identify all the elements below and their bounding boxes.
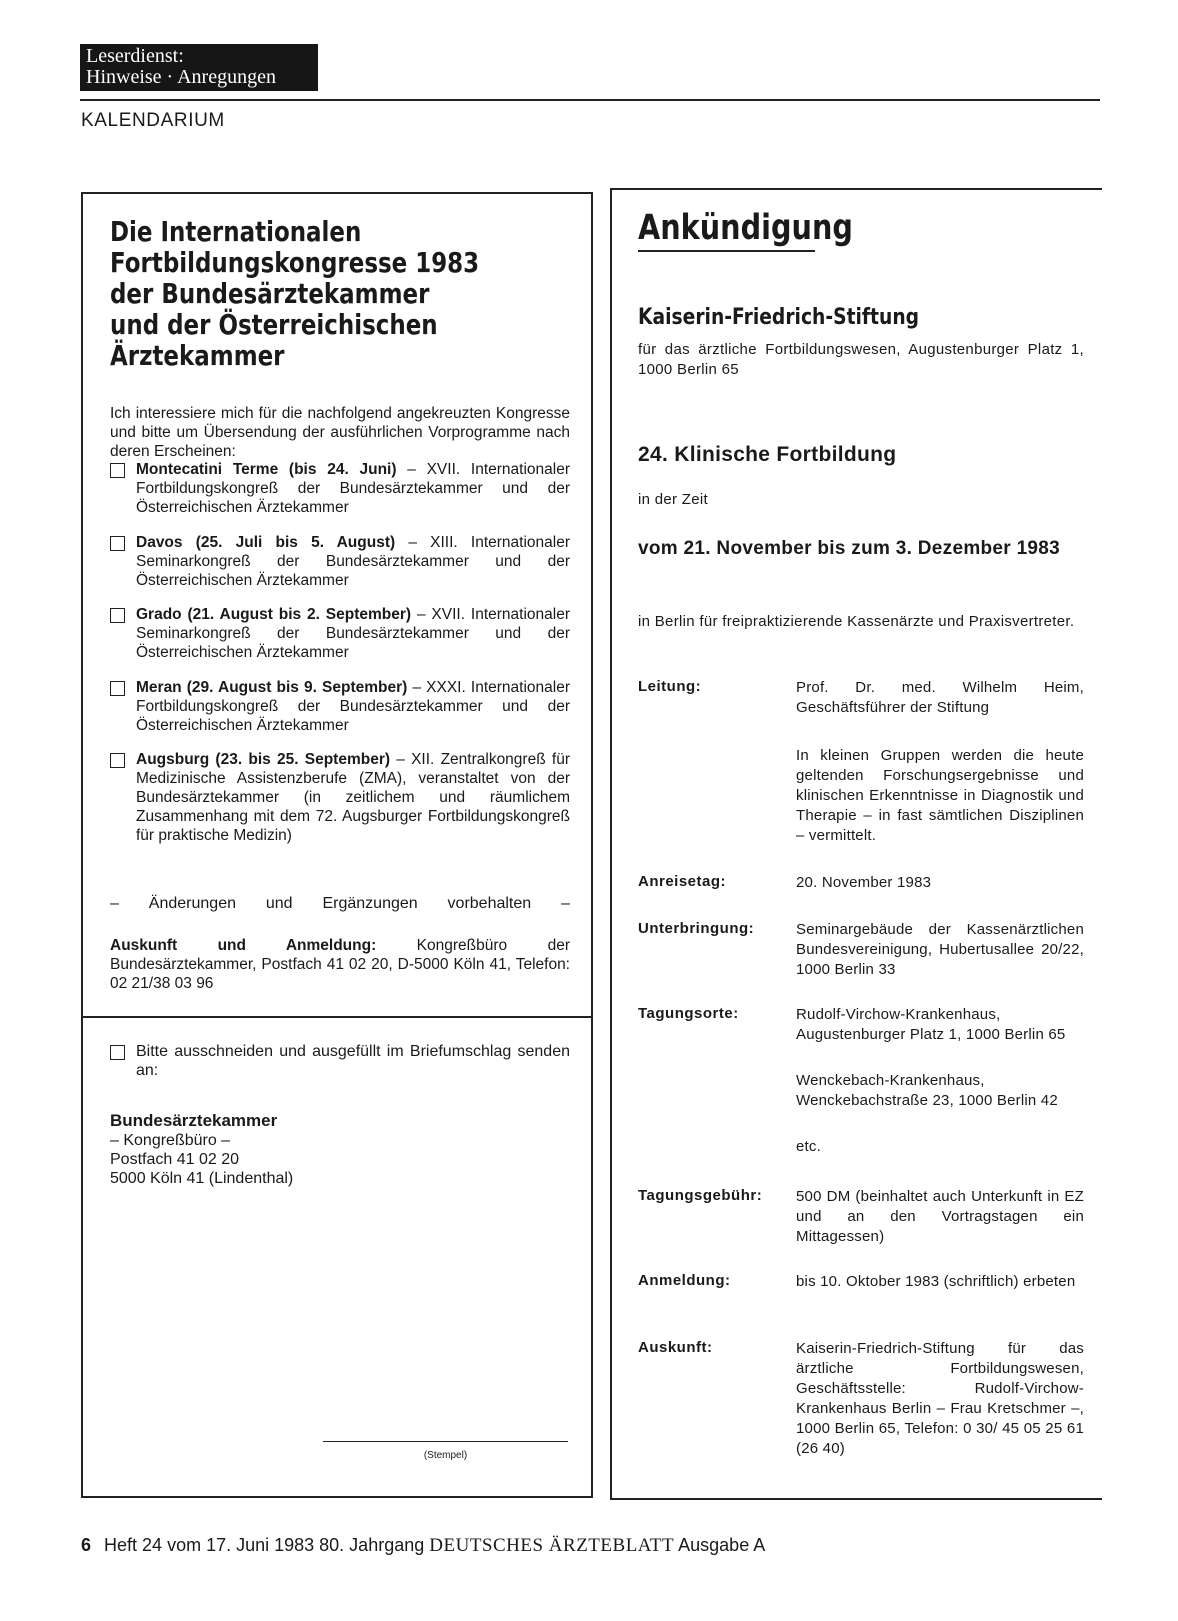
stamp-label: (Stempel) (423, 1450, 468, 1461)
top-rule (80, 99, 1100, 101)
form-title (110, 216, 487, 371)
title-line: und der Österreichischen (110, 308, 438, 341)
congress-item (110, 678, 570, 735)
title-line: Fortbildungskongresse 1983 (110, 246, 480, 279)
congress-checkbox[interactable] (110, 681, 125, 696)
page-footer (81, 1535, 765, 1557)
changes-word: und (265, 895, 293, 912)
congress-name: Augsburg (23. bis 25. September) (136, 751, 391, 768)
congress-checkbox[interactable] (110, 463, 125, 478)
congress-desc: – XVII. Internationaler Seminarkongreß der Bundesärztekammer und der Österreichischen Ärztekammer (136, 606, 570, 661)
magazine-name: DEUTSCHES ÄRZTEBLATT (429, 1535, 675, 1556)
order-form-box (81, 192, 593, 1498)
send-text: Bitte ausschneiden und ausgefüllt im Briefumschlag senden an: (136, 1043, 570, 1079)
congress-checkbox[interactable] (110, 536, 125, 551)
congress-name: Meran (29. August bis 9. September) (136, 679, 408, 696)
row-label: Tagungsgebühr: (638, 1187, 763, 1204)
congress-item (110, 533, 570, 590)
send-checkbox[interactable] (110, 1045, 125, 1060)
contact-text: Kongreßbüro der Bundesärztekammer, Postfach 41 02 20, D-5000 Köln 41, Telefon: 02 21/38 03 96 (110, 937, 570, 992)
changes-note (110, 895, 570, 913)
changes-word: – (110, 895, 119, 912)
congress-item (110, 605, 570, 662)
announcement-underline (638, 250, 815, 252)
edition: Ausgabe A (678, 1535, 766, 1555)
row-label: Anreisetag: (638, 873, 727, 890)
event-title: 24. Klinische Fortbildung (638, 443, 897, 466)
row-value: In kleinen Gruppen werden die heute geltenden Forschungsergebnisse und klinischen Erkenntnisse in Diagnostik und Therapie – in fast sämtlichen Disziplinen – vermittelt. (796, 747, 1084, 844)
tag-line-1: Leserdienst: (86, 45, 184, 67)
changes-word: Änderungen (148, 895, 236, 912)
congress-item (110, 460, 570, 517)
row-value: Prof. Dr. med. Wilhelm Heim, Geschäftsführer der Stiftung (796, 679, 1084, 716)
period-label: in der Zeit (638, 491, 708, 508)
congress-name: Grado (21. August bis 2. September) (136, 606, 412, 623)
title-line: Ärztekammer (110, 339, 285, 372)
section-tag (80, 44, 318, 91)
foundation-desc: für das ärztliche Fortbildungswesen, Augustenburger Platz 1, 1000 Berlin 65 (638, 341, 1084, 378)
row-value: bis 10. Oktober 1983 (schriftlich) erbeten (796, 1273, 1076, 1290)
tag-line-2: Hinweise · Anregungen (86, 66, 276, 88)
address-org: Bundesärztekammer (110, 1111, 278, 1130)
form-intro: Ich interessiere mich für die nachfolgend angekreuzten Kongresse und bitte um Übersendung der ausführlichen Vorprogramme nach deren Erscheinen: (110, 405, 570, 460)
congress-item (110, 750, 570, 845)
congress-desc: – XVII. Internationaler Fortbildungskongreß der Bundesärztekammer und der Österreichischen Ärztekammer (136, 461, 570, 516)
send-instruction (110, 1042, 570, 1080)
congress-name: Montecatini Terme (bis 24. Juni) (136, 461, 397, 478)
row-label: Auskunft: (638, 1339, 713, 1356)
row-value: Wenckebach-Krankenhaus, Wenckebachstraße 23, 1000 Berlin 42 (796, 1072, 1058, 1109)
congress-checkbox[interactable] (110, 753, 125, 768)
address-line: – Kongreßbüro – (110, 1132, 231, 1149)
section-title: KALENDARIUM (81, 110, 225, 131)
title-line: der Bundesärztekammer (110, 277, 430, 310)
row-value: Seminargebäude der Kassenärztlichen Bundesvereinigung, Hubertusallee 20/22, 1000 Berlin 33 (796, 921, 1084, 978)
congress-desc: – XIII. Internationaler Seminarkongreß der Bundesärztekammer und der Österreichischen Ärztekammer (136, 534, 570, 589)
congress-name: Davos (25. Juli bis 5. August) (136, 534, 396, 551)
page-number: 6 (81, 1535, 92, 1555)
congress-checkbox[interactable] (110, 608, 125, 623)
address-line: 5000 Köln 41 (Lindenthal) (110, 1170, 294, 1187)
row-label: Anmeldung: (638, 1272, 731, 1289)
row-label: Tagungsorte: (638, 1005, 739, 1022)
row-value: 20. November 1983 (796, 874, 932, 891)
announcement-title: Ankündigung (638, 208, 853, 248)
changes-word: vorbehalten (447, 895, 532, 912)
changes-word: Ergänzungen (322, 895, 418, 912)
address-line: Postfach 41 02 20 (110, 1151, 239, 1168)
contact-info (110, 936, 570, 993)
row-value: Kaiserin-Friedrich-Stiftung für das ärztliche Fortbildungswesen, Geschäftsstelle: Rudolf-Virchow-Krankenhaus Berlin – Frau Kretschmer –, 1000 Berlin 65, Telefon: 0 30/ 45 05 25 61 (26 40) (796, 1340, 1084, 1457)
address-block (110, 1111, 293, 1188)
row-value: 500 DM (beinhaltet auch Unterkunft in EZ und an den Vortragstagen ein Mittagessen) (796, 1188, 1084, 1245)
event-dates: vom 21. November bis zum 3. Dezember 1983 (638, 538, 1061, 559)
cut-divider (83, 1016, 591, 1018)
row-value: Rudolf-Virchow-Krankenhaus, Augustenburger Platz 1, 1000 Berlin 65 (796, 1006, 1066, 1043)
row-value: etc. (796, 1138, 821, 1155)
stamp-line (323, 1441, 568, 1442)
contact-label: Auskunft und Anmeldung: (110, 937, 377, 954)
congress-desc: – XII. Zentralkongreß für Medizinische Assistenzberufe (ZMA), veranstaltet von der Bundesärztekammer (in zeitlichem und räumlichem Zusammenhang mit dem 72. Augsburger Fortbildungskongreß für praktische Medizin) (136, 751, 570, 844)
issue-info: Heft 24 vom 17. Juni 1983 80. Jahrgang (104, 1535, 425, 1555)
target-audience: in Berlin für freipraktizierende Kassenärzte und Praxisvertreter. (638, 613, 1075, 630)
changes-word: – (561, 895, 570, 912)
foundation-name: Kaiserin-Friedrich-Stiftung (638, 305, 920, 330)
congress-desc: – XXXI. Internationaler Fortbildungskongreß der Bundesärztekammer und der Österreichischen Ärztekammer (136, 679, 571, 734)
row-label: Leitung: (638, 678, 702, 695)
title-line: Die Internationalen (110, 215, 362, 248)
row-label: Unterbringung: (638, 920, 755, 937)
